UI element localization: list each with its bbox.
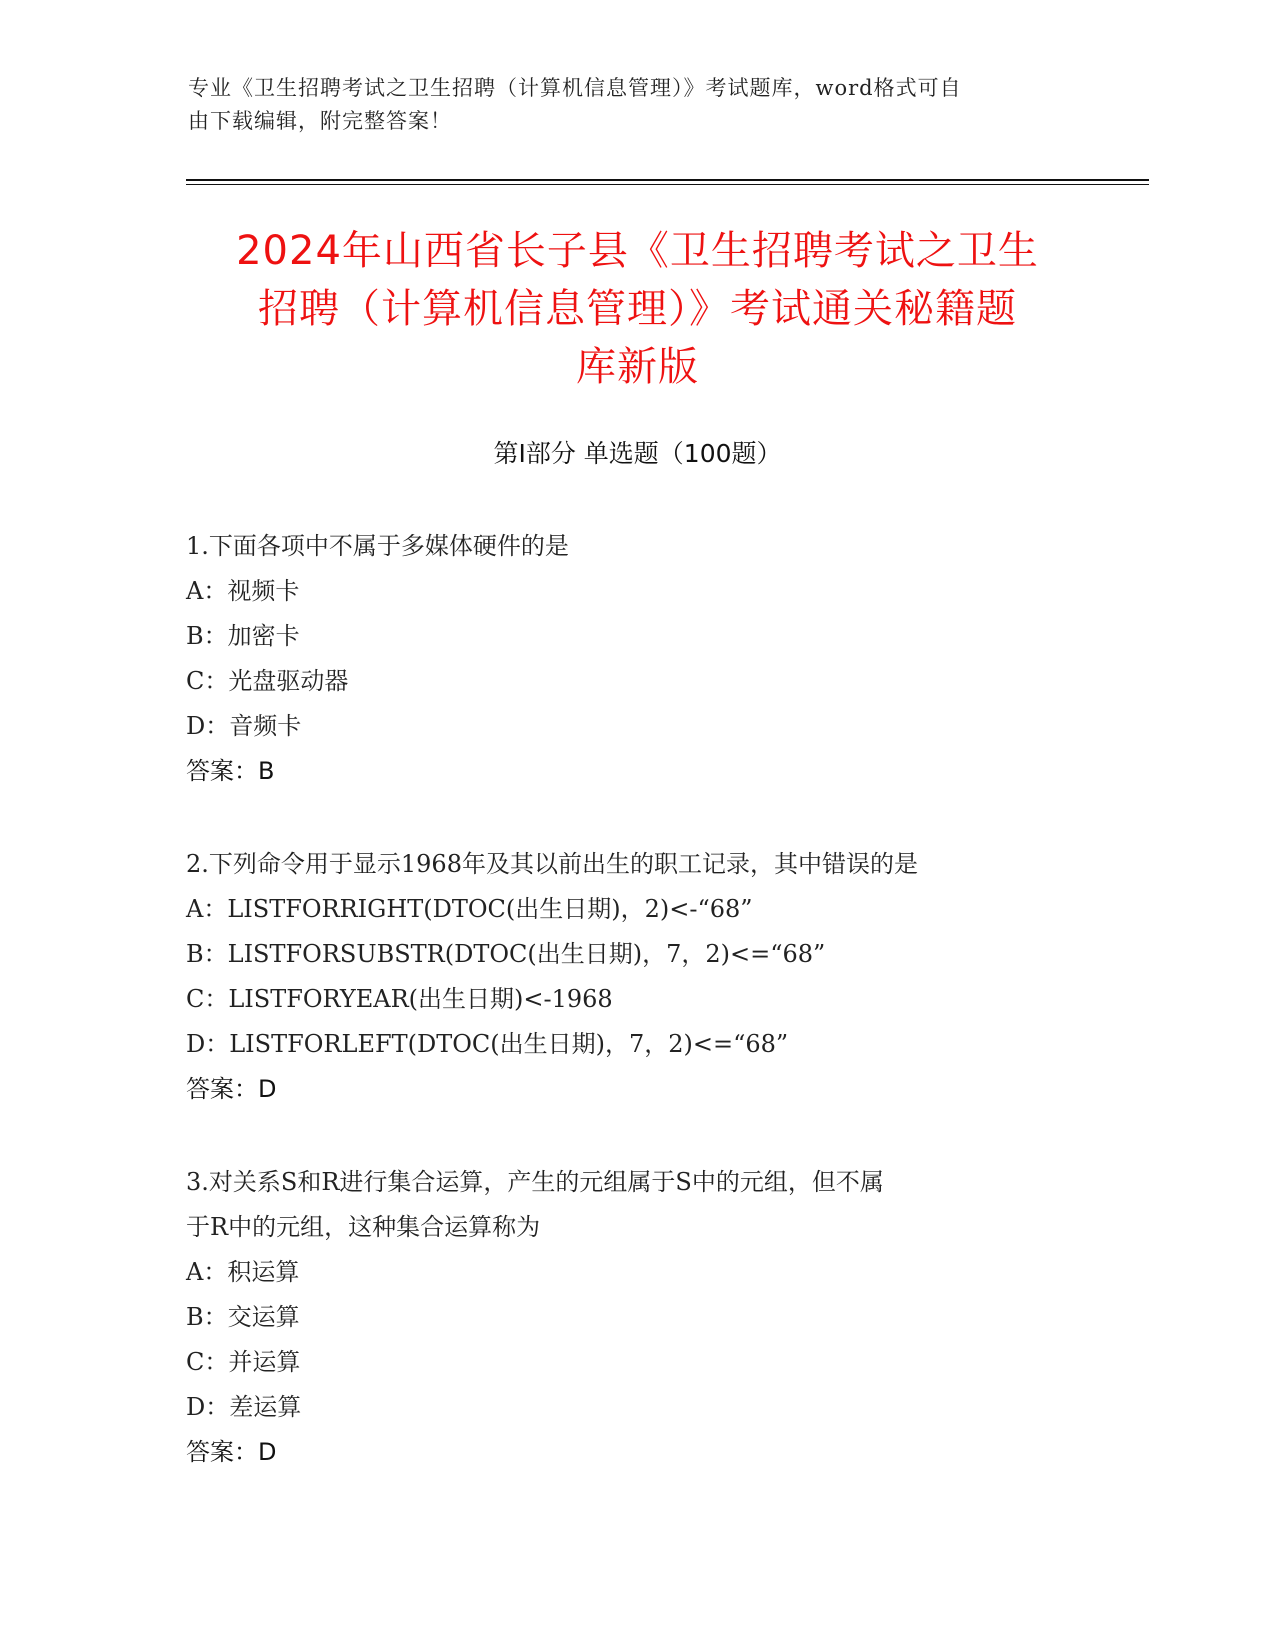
option-d: D：音频卡	[186, 712, 302, 740]
document-title-line: 库新版	[576, 344, 699, 390]
answer-label: 答案：D	[186, 1438, 277, 1466]
question-block	[186, 1160, 1086, 1475]
document-title-line: 招聘（计算机信息管理）》考试通关秘籍题	[258, 286, 1017, 332]
option-c: C：并运算	[186, 1348, 301, 1376]
header-note-line: 由下载编辑，附完整答案！	[188, 109, 452, 133]
option-c: C：光盘驱动器	[186, 667, 349, 695]
option-d: D：LISTFORLEFT(DTOC(出生日期)，7，2)<=“68”	[186, 1030, 789, 1058]
question-stem: 2.下列命令用于显示1968年及其以前出生的职工记录，其中错误的是	[186, 850, 918, 878]
header-note	[188, 72, 1068, 138]
option-a: A：LISTFORRIGHT(DTOC(出生日期)，2)<-“68”	[186, 895, 753, 923]
question-stem-continued: 于R中的元组，这种集合运算称为	[186, 1213, 541, 1241]
header-divider	[186, 179, 1149, 181]
question-block	[186, 524, 1086, 794]
document-title	[150, 222, 1125, 396]
question-stem: 1.下面各项中不属于多媒体硬件的是	[186, 532, 569, 560]
question-block	[186, 842, 1086, 1112]
option-b: B：交运算	[186, 1303, 300, 1331]
option-c: C：LISTFORYEAR(出生日期)<-1968	[186, 985, 613, 1013]
option-a: A：积运算	[186, 1258, 300, 1286]
header-divider	[186, 184, 1149, 185]
section-title: 第Ⅰ部分 单选题（100题）	[493, 439, 782, 468]
answer-label: 答案：B	[186, 757, 275, 785]
answer-label: 答案：D	[186, 1075, 277, 1103]
option-b: B：LISTFORSUBSTR(DTOC(出生日期)，7，2)<=“68”	[186, 940, 826, 968]
question-stem: 3.对关系S和R进行集合运算，产生的元组属于S中的元组，但不属	[186, 1168, 884, 1196]
option-a: A：视频卡	[186, 577, 300, 605]
option-d: D：差运算	[186, 1393, 302, 1421]
option-b: B：加密卡	[186, 622, 300, 650]
header-note-line: 专业《卫生招聘考试之卫生招聘（计算机信息管理）》考试题库，word格式可自	[188, 76, 962, 100]
document-title-line: 2024年山西省长子县《卫生招聘考试之卫生	[236, 228, 1039, 274]
